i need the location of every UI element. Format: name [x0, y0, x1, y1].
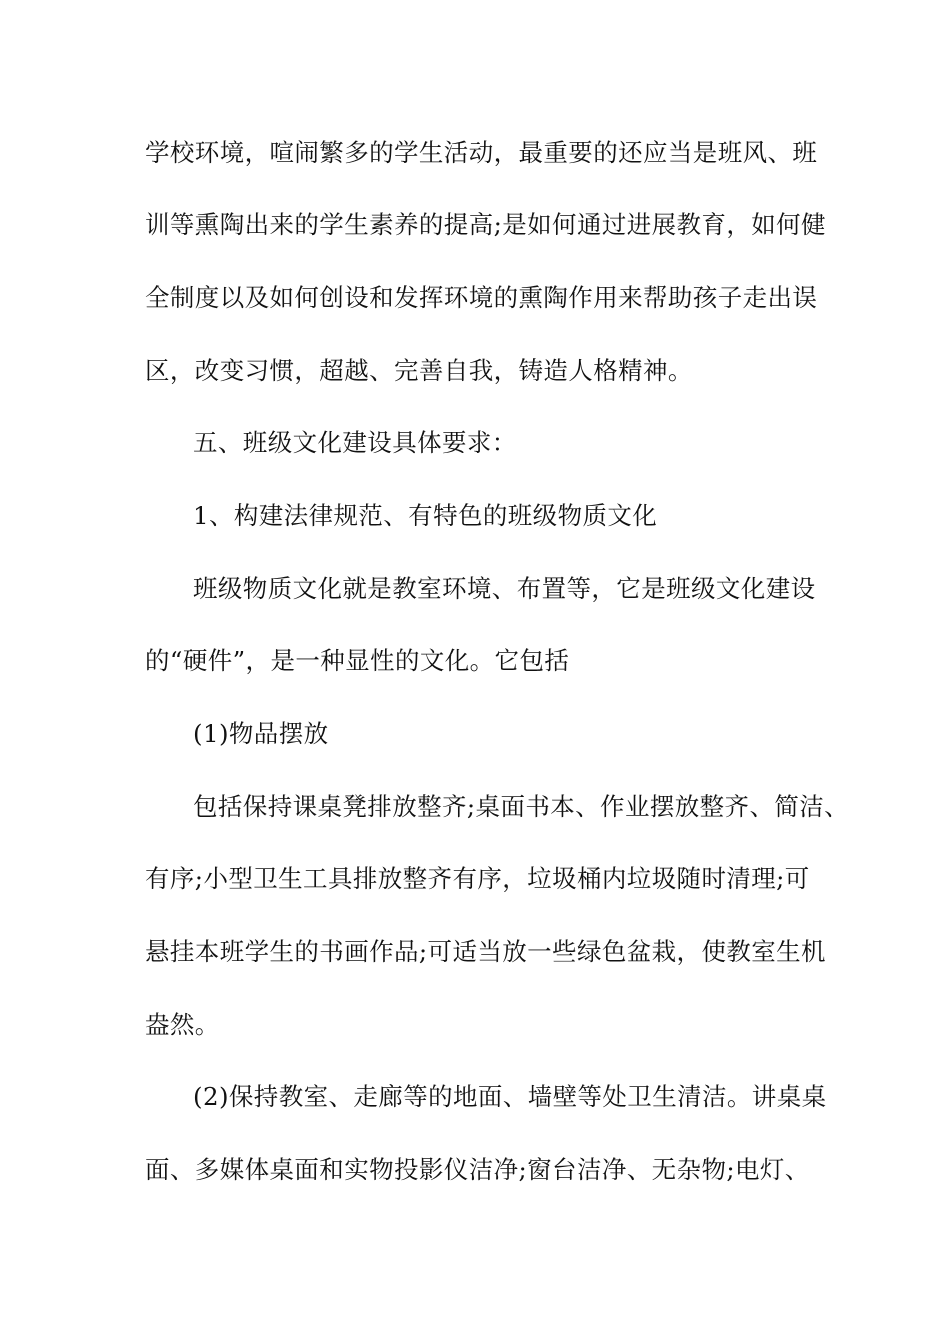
text-line: 有序;小型卫生工具排放整齐有序，垃圾桶内垃圾随时清理;可	[145, 864, 810, 893]
text-line: 全制度以及如何创设和发挥环境的熏陶作用来帮助孩子走出误	[145, 283, 818, 312]
text-line: 包括保持课桌凳排放整齐;桌面书本、作业摆放整齐、简洁、	[193, 792, 850, 821]
text-line: 的“硬件”，是一种显性的文化。它包括	[145, 646, 570, 675]
subsection-heading: 1、构建法律规范、有特色的班级物质文化	[193, 501, 658, 530]
text-line: 班级物质文化就是教室环境、布置等，它是班级文化建设	[193, 574, 816, 603]
text-line: (2)保持教室、走廊等的地面、墙壁等处卫生清洁。讲桌桌	[193, 1082, 827, 1111]
text-line: 悬挂本班学生的书画作品;可适当放一些绿色盆栽，使教室生机	[145, 937, 826, 966]
text-line: 区，改变习惯，超越、完善自我，铸造人格精神。	[145, 356, 693, 385]
text-line: 盎然。	[145, 1010, 220, 1039]
text-line: 学校环境，喧闹繁多的学生活动，最重要的还应当是班风、班	[145, 138, 818, 167]
item-heading: (1)物品摆放	[193, 719, 329, 748]
text-line: 面、多媒体桌面和实物投影仪洁净;窗台洁净、无杂物;电灯、	[145, 1155, 810, 1184]
text-line: 训等熏陶出来的学生素养的提高;是如何通过进展教育，如何健	[145, 210, 826, 239]
section-heading: 五、班级文化建设具体要求：	[193, 428, 517, 457]
